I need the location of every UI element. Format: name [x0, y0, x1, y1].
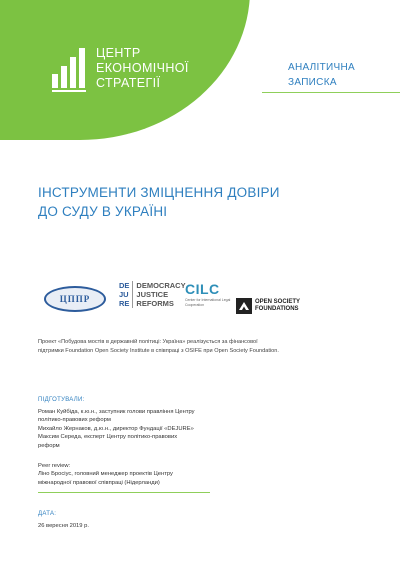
author-line: Михайло Жернаков, д.ю.н., директор Фундації «DEJURE»: [38, 425, 194, 432]
osf-icon: [236, 298, 252, 314]
cilc-logo: [185, 282, 237, 307]
document-title: [38, 183, 280, 221]
document-type-line: ЗАПИСКА: [288, 77, 337, 88]
partner-logos: [0, 276, 400, 326]
logo-text: [96, 46, 189, 91]
dejure-word: JUSTICE: [136, 290, 169, 299]
title-line: ДО СУДУ В УКРАЇНІ: [38, 204, 168, 219]
peer-line: Peer review:: [38, 463, 71, 469]
prepared-label: ПІДГОТУВАЛИ:: [38, 397, 85, 403]
prepared-authors: [38, 408, 195, 450]
author-line: реформ: [38, 442, 60, 449]
logo-line: ЦЕНТР: [96, 46, 141, 60]
ces-logo: [52, 46, 189, 91]
logo-line: ЕКОНОМІЧНОЇ: [96, 61, 189, 75]
author-line: Роман Куйбіда, к.ю.н., заступник голови правління Центру: [38, 409, 195, 415]
dejure-syllable: JU: [119, 290, 129, 299]
osf-logo-line: FOUNDATIONS: [255, 306, 299, 312]
project-line: підтримки Foundation Open Society Institute в співпраці з OSIFE при Open Society Foundation.: [38, 348, 279, 354]
dejure-syllable: RE: [119, 299, 130, 308]
project-note: [38, 338, 356, 356]
document-type: [288, 60, 355, 90]
cppr-logo-text: ЦППР: [59, 294, 91, 304]
osf-logo-line: OPEN SOCIETY: [255, 299, 301, 305]
header-divider: [262, 92, 400, 93]
cilc-logo-mark: CILC: [185, 281, 220, 297]
peer-line: Ліно Бросіус, головний менеджер проектів Центру: [38, 471, 173, 478]
bar-chart-logo-icon: [52, 46, 88, 88]
cppr-logo: [44, 286, 106, 312]
date-value: 26 вересня 2019 р.: [38, 523, 89, 529]
peer-line: міжнародної правової співпраці (Нідерланди): [38, 479, 160, 486]
title-line: ІНСТРУМЕНТИ ЗМІЦНЕННЯ ДОВІРИ: [38, 185, 280, 200]
project-line: Проект «Побудова мостів в державній політиці: Україна» реалізується за фінансової: [38, 339, 258, 345]
cilc-logo-subtitle: Center for International Legal Cooperation: [185, 298, 231, 307]
document-type-line: АНАЛІТИЧНА: [288, 62, 355, 73]
dejure-word: REFORMS: [136, 299, 174, 308]
section-divider: [38, 492, 210, 493]
dejure-logo: [119, 281, 186, 308]
dejure-syllable: DE: [119, 281, 130, 290]
peer-review: [38, 462, 173, 487]
author-line: політико-правових реформ: [38, 417, 111, 424]
author-line: Максим Середа, експерт Центру політико-правових: [38, 434, 178, 441]
date-label: ДАТА:: [38, 511, 57, 517]
dejure-word: DEMOCRACY: [136, 281, 186, 290]
logo-line: СТРАТЕГІЇ: [96, 76, 161, 90]
osf-logo: [236, 298, 300, 314]
